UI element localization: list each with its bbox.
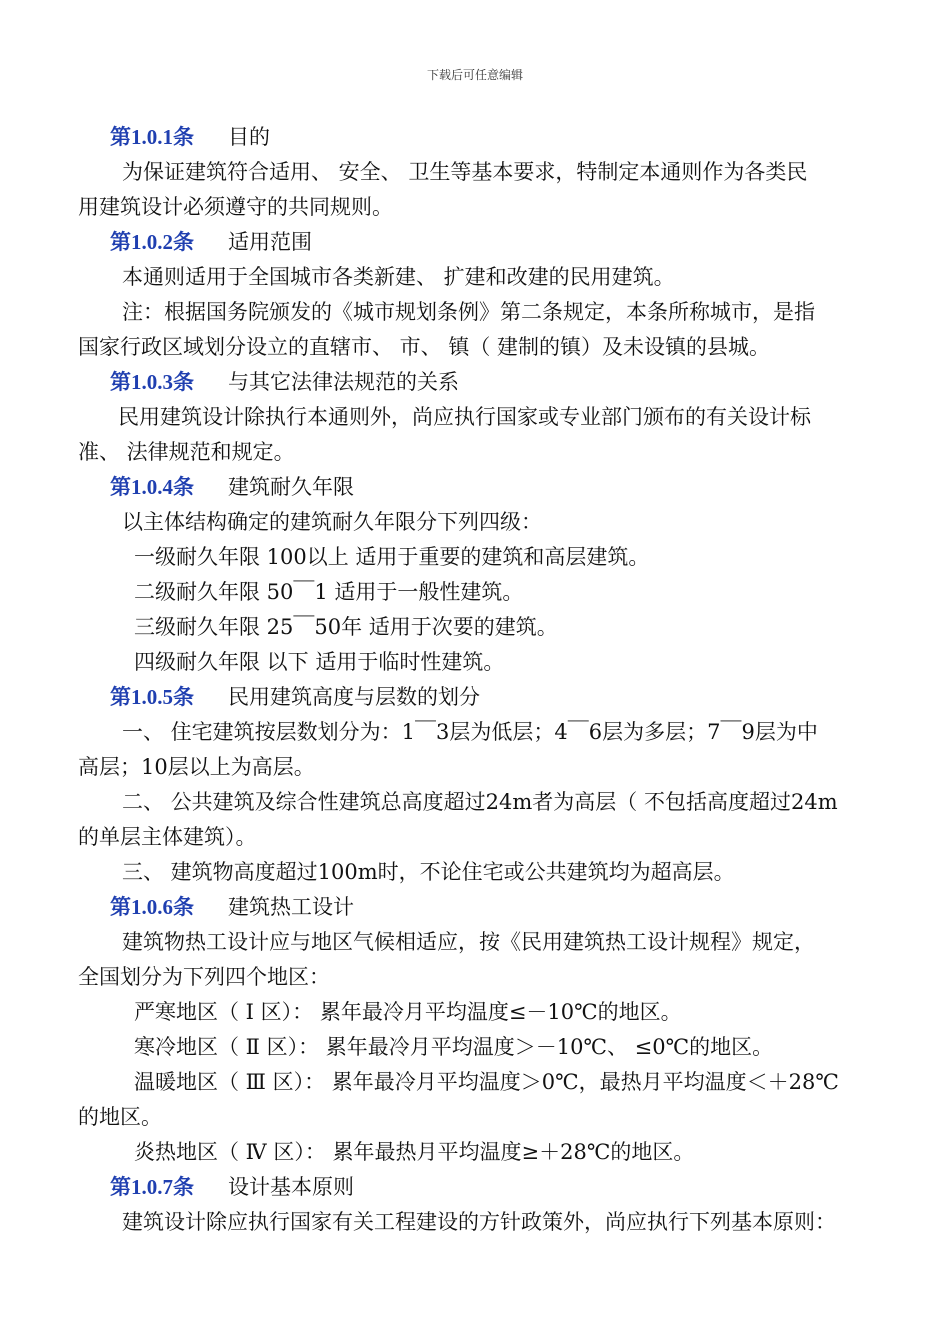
article-heading	[78, 365, 900, 400]
article-number: 第1.0.4条	[110, 475, 194, 499]
paragraph-line: 严寒地区（ Ⅰ 区）： 累年最冷月平均温度≤－10℃的地区。	[134, 1000, 682, 1024]
paragraph-line: 国家行政区域划分设立的直辖市、 市、 镇（ 建制的镇）及未设镇的县城。	[78, 335, 771, 359]
article-title: 建筑热工设计	[228, 895, 354, 919]
article-heading	[78, 680, 900, 715]
paragraph-line: 一级耐久年限 100以上 适用于重要的建筑和高层建筑。	[134, 545, 650, 569]
document-body	[78, 120, 900, 1240]
article-title: 设计基本原则	[228, 1175, 354, 1199]
paragraph-line: 寒冷地区（ Ⅱ 区）： 累年最冷月平均温度＞－10℃、 ≤0℃的地区。	[134, 1035, 774, 1059]
article-title: 适用范围	[228, 230, 312, 254]
article-title: 建筑耐久年限	[228, 475, 354, 499]
article-heading	[78, 1170, 900, 1205]
paragraph-line: 本通则适用于全国城市各类新建、 扩建和改建的民用建筑。	[122, 265, 675, 289]
article-title: 与其它法律法规范的关系	[228, 370, 459, 394]
paragraph-line: 的地区。	[78, 1105, 162, 1129]
article-number: 第1.0.5条	[110, 685, 194, 709]
paragraph-line: 一、 住宅建筑按层数划分为：1￣3层为低层；4￣6层为多层；7￣9层为中	[122, 720, 818, 744]
article-number: 第1.0.1条	[110, 125, 194, 149]
paragraph-line: 民用建筑设计除执行本通则外，尚应执行国家或专业部门颁布的有关设计标	[118, 405, 811, 429]
article-heading	[78, 470, 900, 505]
paragraph-line: 温暖地区（ Ⅲ 区）： 累年最冷月平均温度＞0℃，最热月平均温度＜＋28℃	[134, 1070, 839, 1094]
paragraph-line: 二级耐久年限 50￣1 适用于一般性建筑。	[134, 580, 524, 604]
article-title: 目的	[228, 125, 270, 149]
paragraph-line: 建筑设计除应执行国家有关工程建设的方针政策外，尚应执行下列基本原则：	[122, 1210, 836, 1234]
paragraph-line: 准、 法律规范和规定。	[78, 440, 295, 464]
paragraph-line: 用建筑设计必须遵守的共同规则。	[78, 195, 393, 219]
paragraph-line: 全国划分为下列四个地区：	[78, 965, 330, 989]
paragraph-line: 四级耐久年限 以下 适用于临时性建筑。	[134, 650, 505, 674]
article-number: 第1.0.7条	[110, 1175, 194, 1199]
paragraph-line: 三级耐久年限 25￣50年 适用于次要的建筑。	[134, 615, 558, 639]
article-number: 第1.0.6条	[110, 895, 194, 919]
paragraph-line: 三、 建筑物高度超过100m时，不论住宅或公共建筑均为超高层。	[122, 860, 735, 884]
article-number: 第1.0.2条	[110, 230, 194, 254]
paragraph-line: 的单层主体建筑）。	[78, 825, 257, 849]
article-heading	[78, 890, 900, 925]
page-header: 下载后可任意编辑	[426, 68, 523, 82]
paragraph-line: 建筑物热工设计应与地区气候相适应，按《民用建筑热工设计规程》规定，	[122, 930, 815, 954]
article-heading	[78, 120, 900, 155]
paragraph-line: 二、 公共建筑及综合性建筑总高度超过24m者为高层（ 不包括高度超过24m	[122, 790, 838, 814]
paragraph-line: 以主体结构确定的建筑耐久年限分下列四级：	[122, 510, 542, 534]
article-heading	[78, 225, 900, 260]
article-title: 民用建筑高度与层数的划分	[228, 685, 480, 709]
paragraph-line: 为保证建筑符合适用、 安全、 卫生等基本要求，特制定本通则作为各类民	[122, 160, 808, 184]
article-number: 第1.0.3条	[110, 370, 194, 394]
paragraph-line: 注：根据国务院颁发的《城市规划条例》第二条规定，本条所称城市，是指	[122, 300, 815, 324]
paragraph-line: 高层；10层以上为高层。	[78, 755, 315, 779]
paragraph-line: 炎热地区（ Ⅳ 区）： 累年最热月平均温度≥＋28℃的地区。	[134, 1140, 695, 1164]
